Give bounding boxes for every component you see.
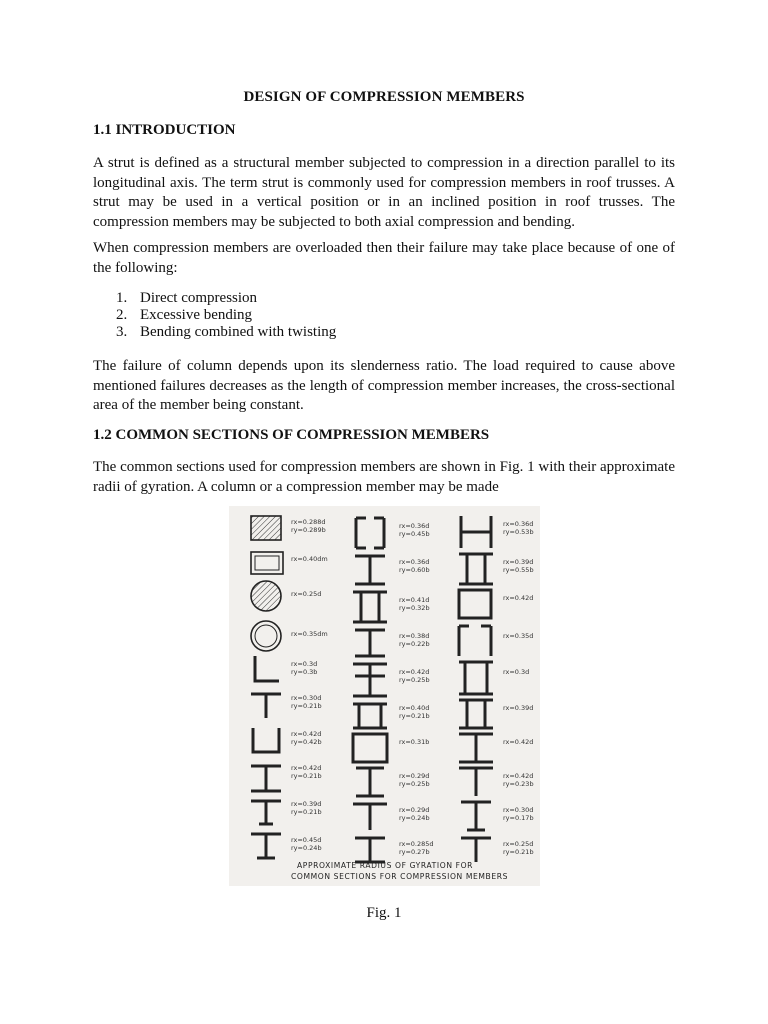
list-item: 2. Excessive bending (116, 307, 253, 323)
radius-of-gyration-label: rx=0.39d (291, 800, 322, 808)
radius-of-gyration-label: rx=0.35dm (291, 630, 328, 638)
radius-of-gyration-label: rx=0.3d (291, 660, 318, 668)
radius-of-gyration-label: ry=0.23b (503, 780, 534, 788)
radius-of-gyration-label: rx=0.42d (503, 772, 534, 780)
radius-of-gyration-label: rx=0.36d (503, 520, 534, 528)
radius-of-gyration-label: ry=0.45b (399, 530, 430, 538)
figure-caption: Fig. 1 (366, 905, 402, 921)
radius-of-gyration-label: rx=0.41d (399, 596, 430, 604)
radius-of-gyration-label: ry=0.24b (291, 844, 322, 852)
radius-of-gyration-label: ry=0.21b (291, 808, 322, 816)
radius-of-gyration-label: ry=0.60b (399, 566, 430, 574)
radius-of-gyration-label: rx=0.25d (503, 840, 534, 848)
paragraph-common-sections: The common sections used for compression members are shown in Fig. 1 with their approximate radii of gyration. A column or a compression member may be made (93, 459, 675, 495)
radius-of-gyration-label: rx=0.40d (399, 704, 430, 712)
paragraph-strut-definition: A strut is defined as a structural member subjected to compression in a direction parallel to its longitudinal axis. The term strut is commonly used for compression members in roof trusses. A strut may be used in a vertical position or in an inclined position in roof trusses. The compression members may be subjected to both axial compression and bending. (93, 155, 675, 230)
radius-of-gyration-label: rx=0.39d (503, 558, 534, 566)
radius-of-gyration-label: rx=0.35d (503, 632, 534, 640)
column-2-labels (399, 522, 434, 856)
radius-of-gyration-label: rx=0.42d (291, 764, 322, 772)
radius-of-gyration-label: ry=0.21b (291, 772, 322, 780)
radius-of-gyration-label: ry=0.42b (291, 738, 322, 746)
radius-of-gyration-label: ry=0.289b (291, 526, 326, 534)
radius-of-gyration-label: ry=0.21b (503, 848, 534, 856)
figure-footer-line-2: COMMON SECTIONS FOR COMPRESSION MEMBERS (291, 872, 509, 881)
radius-of-gyration-label: rx=0.36d (399, 522, 430, 530)
radius-of-gyration-label: rx=0.29d (399, 772, 430, 780)
radius-of-gyration-label: rx=0.31b (399, 738, 430, 746)
radius-of-gyration-label: rx=0.30d (503, 806, 534, 814)
list-item: 3. Bending combined with twisting (116, 324, 337, 340)
radius-of-gyration-label: rx=0.36d (399, 558, 430, 566)
hollow-rectangle-section (251, 552, 283, 574)
radius-of-gyration-label: rx=0.45d (291, 836, 322, 844)
solid-rectangle-section (251, 516, 281, 540)
radius-of-gyration-label: rx=0.42d (503, 738, 534, 746)
radius-of-gyration-label: ry=0.55b (503, 566, 534, 574)
radius-of-gyration-label: rx=0.42d (503, 594, 534, 602)
radius-of-gyration-label: rx=0.30d (291, 694, 322, 702)
radius-of-gyration-label: ry=0.17b (503, 814, 534, 822)
radius-of-gyration-label: rx=0.42d (291, 730, 322, 738)
radius-of-gyration-label: rx=0.29d (399, 806, 430, 814)
radius-of-gyration-label: ry=0.27b (399, 848, 430, 856)
radius-of-gyration-label: rx=0.3d (503, 668, 530, 676)
double-channel-section (356, 518, 384, 548)
radius-of-gyration-label: ry=0.25b (399, 780, 430, 788)
figure-sections-radius-of-gyration (229, 506, 540, 886)
document-title: DESIGN OF COMPRESSION MEMBERS (243, 89, 525, 105)
radius-of-gyration-label: ry=0.24b (399, 814, 430, 822)
angle-section (255, 656, 279, 681)
i-section (251, 766, 281, 791)
column-3-labels (503, 520, 534, 856)
radius-of-gyration-label: ry=0.21b (399, 712, 430, 720)
solid-circle-section (251, 581, 281, 611)
radius-of-gyration-label: rx=0.38d (399, 632, 430, 640)
radius-of-gyration-label: rx=0.40dm (291, 555, 328, 563)
radius-of-gyration-label: rx=0.25d (291, 590, 322, 598)
radius-of-gyration-label: rx=0.42d (399, 668, 430, 676)
figure-footer-line-1: APPROXIMATE RADIUS OF GYRATION FOR (297, 861, 474, 870)
radius-of-gyration-label: rx=0.285d (399, 840, 434, 848)
radius-of-gyration-label: ry=0.25b (399, 676, 430, 684)
radius-of-gyration-label: ry=0.53b (503, 528, 534, 536)
paragraph-failure-intro: When compression members are overloaded then their failure may take place because of one of the following: (93, 240, 675, 276)
paragraph-slenderness: The failure of column depends upon its slenderness ratio. The load required to cause above mentioned failures decreases as the length of compression member increases, the cross-sectional area of the member being constant. (93, 358, 675, 413)
radius-of-gyration-label: ry=0.3b (291, 668, 318, 676)
section-heading-introduction: 1.1 INTRODUCTION (93, 122, 236, 138)
list-item: 1. Direct compression (116, 290, 258, 306)
radius-of-gyration-label: rx=0.39d (503, 704, 534, 712)
radius-of-gyration-label: ry=0.22b (399, 640, 430, 648)
radius-of-gyration-label: ry=0.21b (291, 702, 322, 710)
column-1-labels (291, 518, 328, 852)
failure-modes-list (116, 290, 336, 341)
tee-section (251, 694, 281, 718)
radius-of-gyration-label: ry=0.32b (399, 604, 430, 612)
radius-of-gyration-label: rx=0.288d (291, 518, 326, 526)
channel-section (253, 728, 279, 752)
section-heading-common-sections: 1.2 COMMON SECTIONS OF COMPRESSION MEMBERS (93, 427, 490, 443)
